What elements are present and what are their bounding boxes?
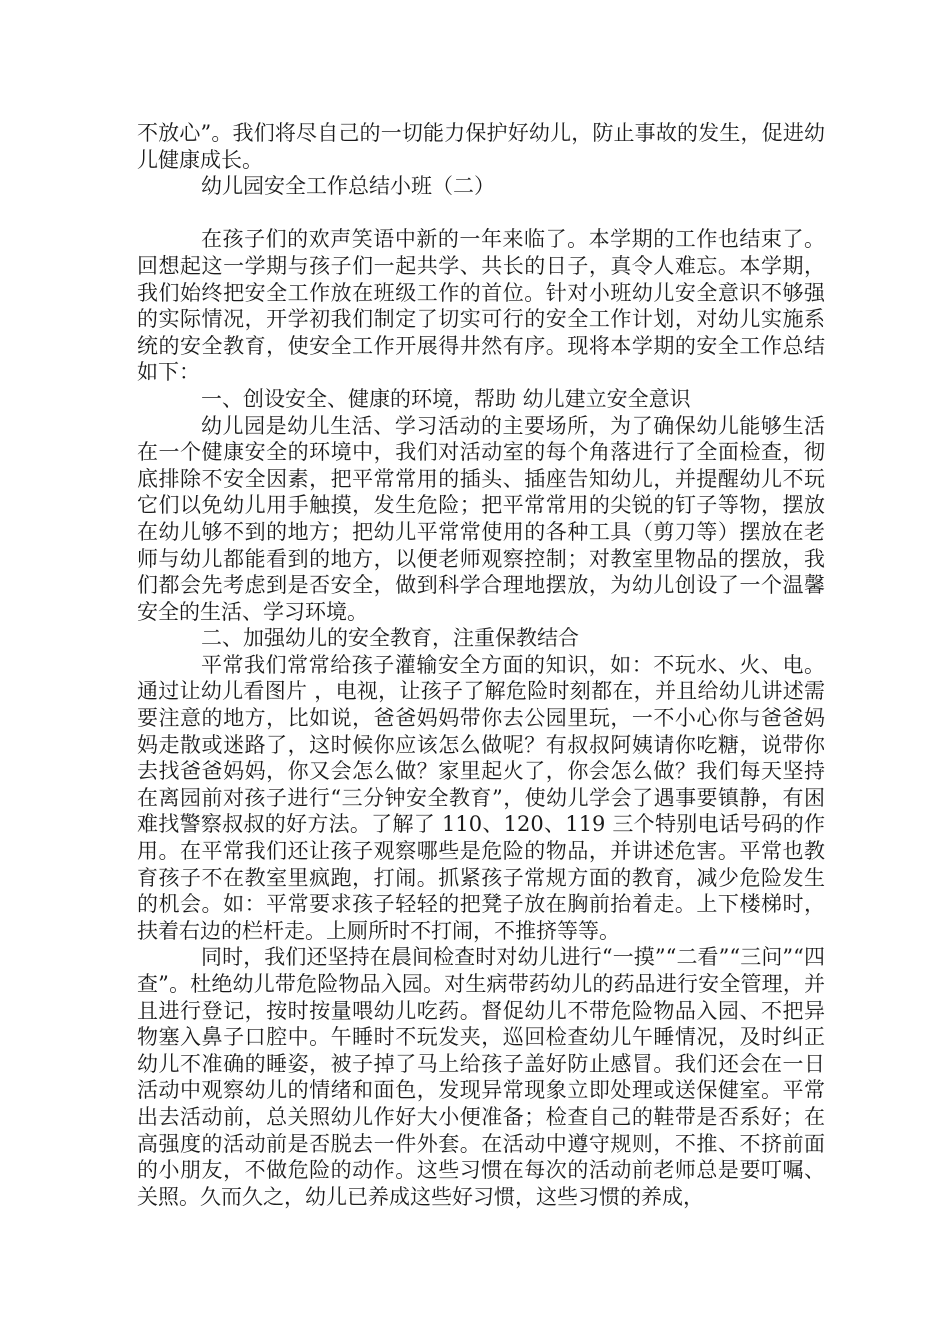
paragraph-environment: 幼儿园是幼儿生活、学习活动的主要场所，为了确保幼儿能够生活在一个健康安全的环境中，我们对活动室的每个角落进行了全面检查，彻底排除不安全因素，把平常常用的插头、插座告知幼儿，并提醒幼儿不玩它们以免幼儿用手触摸，发生危险；把平常常用的尖锐的钉子等物，摆放在幼儿够不到的地方；把幼儿平常常使用的各种工具（剪刀等）摆放在老师与幼儿都能看到的地方，以便老师观察控制；对教室里物品的摆放，我们都会先考虑到是否安全，做到科学合理地摆放，为幼儿创设了一个温馨安全的生活、学习环境。	[137, 413, 825, 624]
paragraph-education: 平常我们常常给孩子灌输安全方面的知识，如：不玩水、火、电。通过让幼儿看图片 ，电视，让孩子了解危险时刻都在，并且给幼儿讲述需要注意的地方，比如说，爸爸妈妈带你去公园里玩，一不小心你与爸爸妈妈走散或迷路了，这时候你应该怎么做呢？有叔叔阿姨请你吃糖，说带你去找爸爸妈妈，你又会怎么做？家里起火了，你会怎么做？我们每天坚持在离园前对孩子进行“三分钟安全教育”，使幼儿学会了遇事要镇静，有困难找警察叔叔的好方法。了解了 110、120、119 三个特别电话号码的作用。在平常我们还让孩子观察哪些是危险的物品，并讲述危害。平常也教育孩子不在教室里疯跑，打闹。抓紧孩子常规方面的教育，减少危险发生的机会。如：平常要求孩子轻轻的把凳子放在胸前抬着走。上下楼梯时，扶着右边的栏杆走。上厕所时不打闹，不推挤等等。	[137, 652, 825, 943]
blank-line	[137, 200, 825, 227]
heading-education: 二、加强幼儿的安全教育，注重保教结合	[201, 626, 579, 651]
section-title: 幼儿园安全工作总结小班（二）	[201, 174, 495, 199]
paragraph-morning-check: 同时，我们还坚持在晨间检查时对幼儿进行“一摸”“二看”“三问”“四查”。杜绝幼儿带危险物品入园。对生病带药幼儿的药品进行安全管理，并且进行登记，按时按量喂幼儿吃药。督促幼儿不带危险物品入园、不把异物塞入鼻子口腔中。午睡时不玩发夹，巡回检查幼儿午睡情况，及时纠正幼儿不准确的睡姿，被子掉了马上给孩子盖好防止感冒。我们还会在一日活动中观察幼儿的情绪和面色，发现异常现象立即处理或送保健室。平常出去活动前，总关照幼儿作好大小便准备；检查自己的鞋带是否系好；在高强度的活动前是否脱去一件外套。在活动中遵守规则，不推、不挤前面的小朋友，不做危险的动作。这些习惯在每次的活动前老师总是要叮嘱、关照。久而久之，幼儿已养成这些好习惯，这些习惯的养成，	[137, 945, 825, 1209]
document-page	[137, 120, 825, 1210]
paragraph-continuation: 不放心”。我们将尽自己的一切能力保护好幼儿，防止事故的发生，促进幼儿健康成长。	[137, 121, 825, 172]
heading-environment: 一、创设安全、健康的环境，帮助 幼儿建立安全意识	[201, 386, 691, 411]
paragraph-intro: 在孩子们的欢声笑语中新的一年来临了。本学期的工作也结束了。回想起这一学期与孩子们一起共学、共长的日子，真令人难忘。本学期，我们始终把安全工作放在班级工作的首位。针对小班幼儿安全意识不够强的实际情况，开学初我们制定了切实可行的安全工作计划，对幼儿实施系统的安全教育，使安全工作开展得井然有序。现将本学期的安全工作总结如下：	[137, 227, 825, 385]
